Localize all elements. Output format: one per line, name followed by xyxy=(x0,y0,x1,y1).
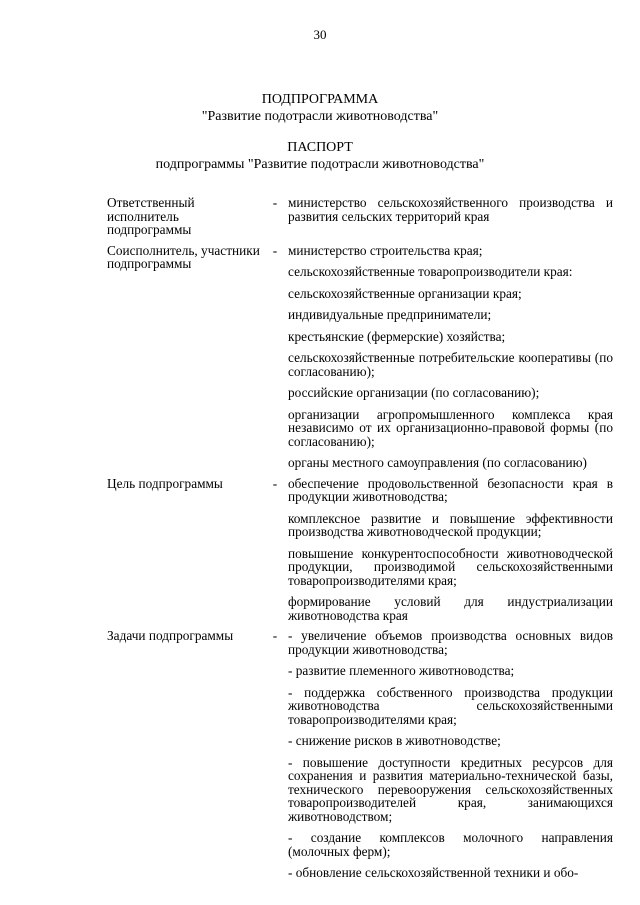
passport-value-paragraph: - обновление сельскохозяйственной техники и обо- xyxy=(288,865,579,880)
subprogram-title: ПОДПРОГРАММА xyxy=(261,92,379,107)
passport-value-paragraph: повышение конкурентоспособности животноводческой продукции, производимой сельскохозяйственными товаропроизводителями края; xyxy=(288,545,613,588)
passport-value-paragraph: сельскохозяйственные потребительские кооперативы (по согласованию); xyxy=(288,350,613,379)
passport-value-paragraph: комплексное развитие и повышение эффективности производства животноводческой продукции; xyxy=(288,510,613,539)
passport-value-paragraph: обеспечение продовольственной безопасности края в продукции животноводства; xyxy=(288,475,613,504)
passport-row-label: Соисполнитель, участники подпрограммы xyxy=(107,242,260,271)
passport-row-dash: - xyxy=(272,242,278,258)
passport-value-paragraph: - создание комплексов молочного направления (молочных ферм); xyxy=(288,830,613,859)
passport-value-paragraph: индивидуальные предприниматели; xyxy=(288,307,492,322)
passport-value-paragraph: организации агропромышленного комплекса края независимо от их организационно-правовой формы (по согласованию); xyxy=(288,406,613,449)
passport-row-label: Ответственный исполнитель подпрограммы xyxy=(107,195,195,237)
passport-row-values xyxy=(288,244,613,470)
passport-value-paragraph: российские организации (по согласованию); xyxy=(288,385,540,400)
passport-row xyxy=(107,477,613,623)
passport-value-paragraph: - снижение рисков в животноводстве; xyxy=(288,733,501,748)
passport-value-paragraph: крестьянские (фермерские) хозяйства; xyxy=(288,328,506,344)
passport-value-paragraph: сельскохозяйственные товаропроизводители края: xyxy=(288,264,573,279)
passport-row xyxy=(107,244,613,470)
passport-value-paragraph: - повышение доступности кредитных ресурсов для сохранения и развития материально-технической базы, технического перевооружения сельскохозяйственных товаропроизводителей края, занимающихся животноводством; xyxy=(288,754,613,824)
passport-title: ПАСПОРТ xyxy=(287,140,353,155)
passport-subtitle: подпрограммы "Развитие подотрасли животноводства" xyxy=(155,157,485,172)
passport-row xyxy=(107,629,613,880)
passport-row-values xyxy=(288,196,613,237)
passport-value-paragraph: - поддержка собственного производства продукции животноводства сельскохозяйственными товаропроизводителями края; xyxy=(288,684,613,727)
page-number: 30 xyxy=(313,27,327,42)
passport-row-label: Цель подпрограммы xyxy=(107,475,223,491)
passport-value-paragraph: министерство строительства края; xyxy=(288,242,483,258)
passport-row-values xyxy=(288,629,613,880)
passport-row-dash: - xyxy=(272,195,278,210)
subprogram-name: "Развитие подотрасли животноводства" xyxy=(201,109,439,124)
passport-value-paragraph: министерство сельскохозяйственного производства и развития сельских территорий края xyxy=(288,195,613,224)
passport-row xyxy=(107,196,613,237)
passport-value-paragraph: сельскохозяйственные организации края; xyxy=(288,285,522,301)
passport-row-dash: - xyxy=(272,628,278,643)
passport-value-paragraph: формирование условий для индустриализации животноводства края xyxy=(288,594,613,623)
passport-value-paragraph: органы местного самоуправления (по согласованию) xyxy=(288,455,587,470)
passport-value-paragraph: - развитие племенного животноводства; xyxy=(288,663,515,678)
passport-row-values xyxy=(288,477,613,623)
passport-row-label: Задачи подпрограммы xyxy=(107,628,234,643)
passport-row-dash: - xyxy=(272,475,278,491)
passport-table xyxy=(107,196,613,880)
passport-value-paragraph: - увеличение объемов производства основных видов продукции животноводства; xyxy=(288,628,613,657)
